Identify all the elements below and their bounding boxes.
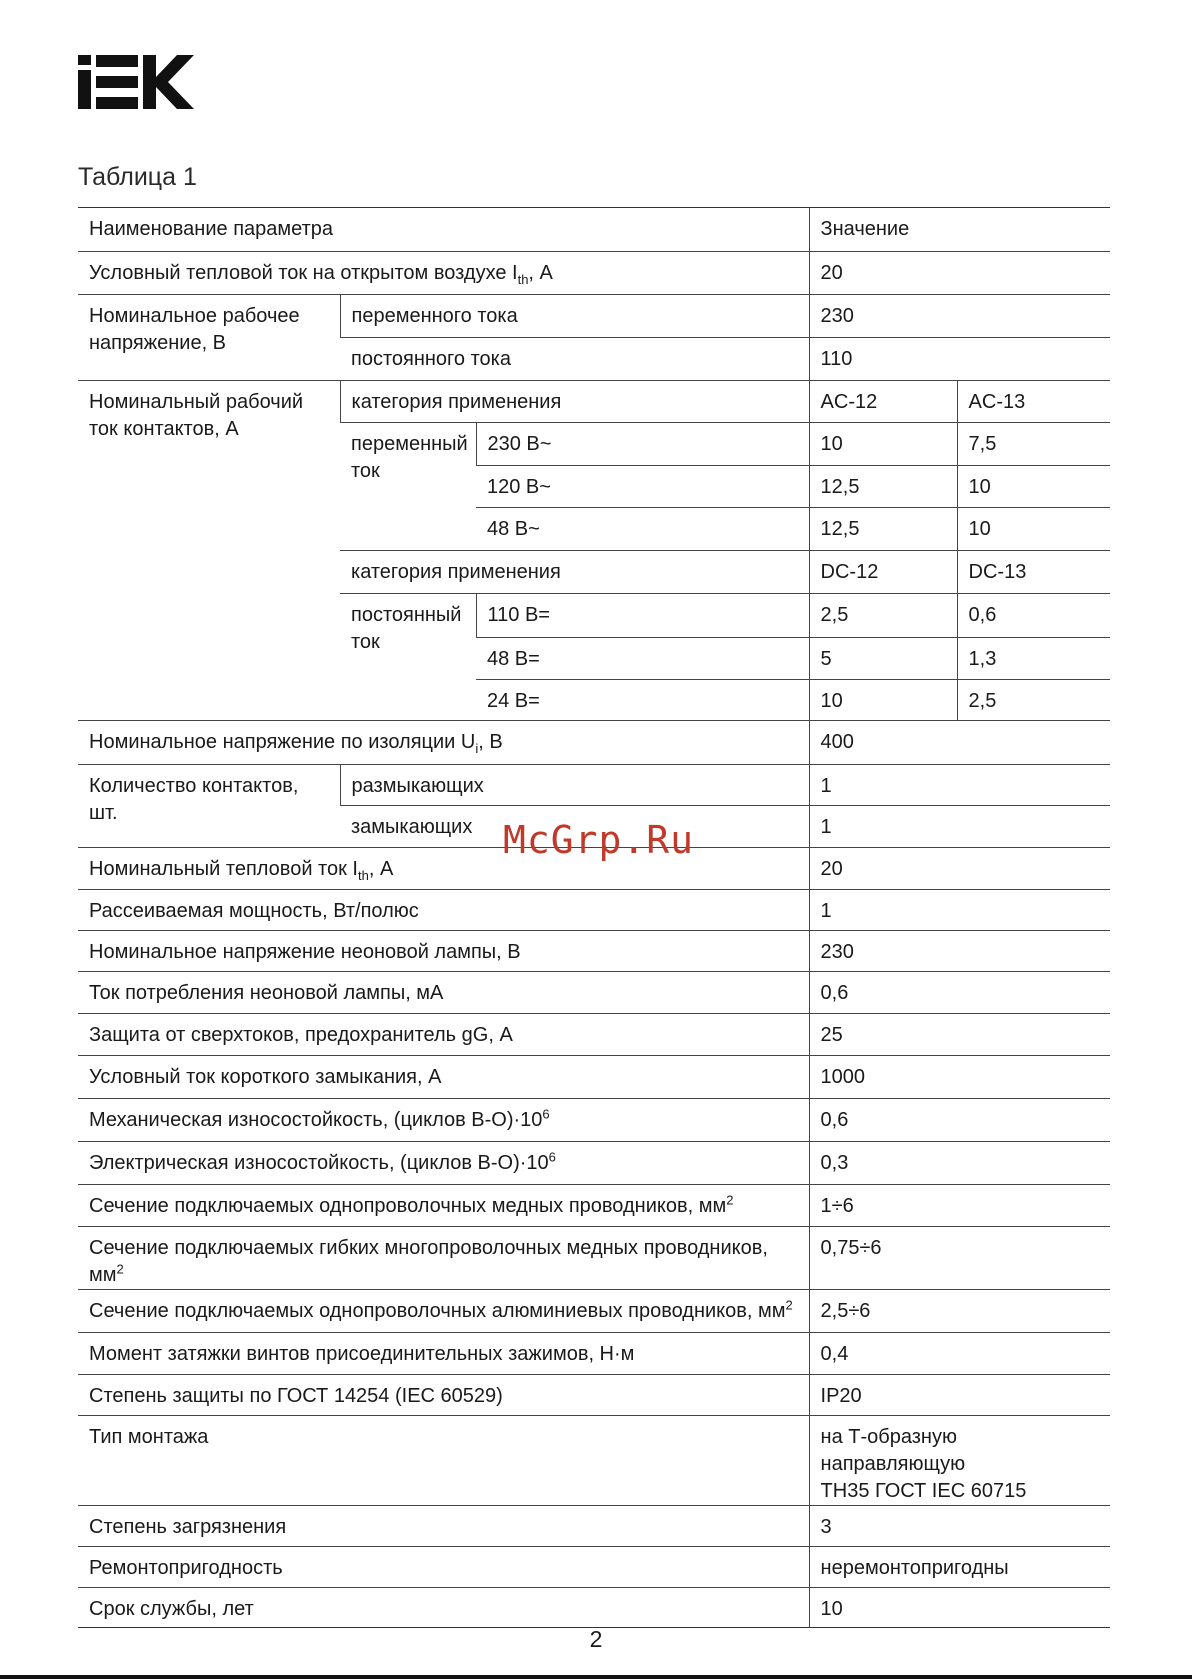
table-row xyxy=(78,381,1110,423)
current-value: 2,5 xyxy=(809,594,957,638)
sub-param-label: постоянного тока xyxy=(340,338,809,381)
param-value: 20 xyxy=(809,848,1110,890)
param-label: Электрическая износостойкость, (циклов $В-О)\cdot 10^6$ xyxy=(78,1142,809,1185)
table-row xyxy=(78,1099,1110,1142)
header-value: Значение xyxy=(809,208,1110,252)
param-value: 1 xyxy=(809,806,1110,848)
current-value: 10 xyxy=(957,508,1110,551)
param-value: 1 xyxy=(809,765,1110,806)
param-value: 3 xyxy=(809,1506,1110,1547)
voltage-label: 48 В= xyxy=(476,638,809,680)
table-row xyxy=(78,1588,1110,1628)
table-row xyxy=(78,890,1110,931)
table-row xyxy=(78,1290,1110,1333)
param-label: Количество контактов, шт. xyxy=(78,765,340,848)
param-value: 230 xyxy=(809,931,1110,972)
current-value: 12,5 xyxy=(809,466,957,508)
param-label: Механическая износостойкость, (циклов $В-О)\cdot 10^6$ xyxy=(78,1099,809,1142)
sub-param-label: переменного тока xyxy=(340,295,809,338)
current-type-label: переменный ток xyxy=(340,423,476,551)
iek-logo xyxy=(78,55,194,109)
current-value: 0,6 xyxy=(957,594,1110,638)
param-value: 0,3 xyxy=(809,1142,1110,1185)
param-label: Срок службы, лет xyxy=(78,1588,809,1628)
sub-param-label: размыкающих xyxy=(340,765,809,806)
param-label: Номинальное напряжение по изоляции $U_i$, В xyxy=(78,721,809,765)
current-value: 10 xyxy=(957,466,1110,508)
param-label: Степень загрязнения xyxy=(78,1506,809,1547)
param-label: Тип монтажа xyxy=(78,1416,809,1506)
voltage-label: 230 В~ xyxy=(476,423,809,466)
param-label: Номинальный рабочий ток контактов, А xyxy=(78,381,340,721)
table-row xyxy=(78,295,1110,338)
param-value: 1÷6 xyxy=(809,1185,1110,1227)
watermark: McGrp.Ru xyxy=(503,818,695,862)
param-value: на Т-образную направляющую ТН35 ГОСТ IEC 60715 xyxy=(809,1416,1110,1506)
param-value: 20 xyxy=(809,252,1110,295)
current-value: 7,5 xyxy=(957,423,1110,466)
table-row xyxy=(78,1014,1110,1056)
param-value: 1 xyxy=(809,890,1110,931)
category-label: категория применения xyxy=(340,381,809,423)
spec-table xyxy=(78,207,1110,1628)
current-value: 1,3 xyxy=(957,638,1110,680)
param-value: 0,6 xyxy=(809,972,1110,1014)
page-number: 2 xyxy=(589,1626,603,1652)
table-title: Таблица 1 xyxy=(78,163,197,191)
current-value: 10 xyxy=(809,423,957,466)
param-label: Сечение подключаемых гибких многопроволочных медных проводников, $мм^2$ xyxy=(78,1227,809,1290)
current-value: 12,5 xyxy=(809,508,957,551)
voltage-label: 110 В= xyxy=(476,594,809,638)
table-row xyxy=(78,1185,1110,1227)
current-value: 5 xyxy=(809,638,957,680)
param-value: 0,6 xyxy=(809,1099,1110,1142)
param-value: 10 xyxy=(809,1588,1110,1628)
param-value: 110 xyxy=(809,338,1110,381)
table-row xyxy=(78,931,1110,972)
param-value: 1000 xyxy=(809,1056,1110,1099)
table-row xyxy=(78,1227,1110,1290)
param-label: Защита от сверхтоков, предохранитель gG, А xyxy=(78,1014,809,1056)
param-label: Рассеиваемая мощность, Вт/полюс xyxy=(78,890,809,931)
param-label: Момент затяжки винтов присоединительных зажимов, Н·м xyxy=(78,1333,809,1375)
table-row xyxy=(78,1506,1110,1547)
table-row xyxy=(78,1333,1110,1375)
param-label: Условный тепловой ток на открытом воздухе $I_{th}$, А xyxy=(78,252,809,295)
table-row xyxy=(78,765,1110,806)
param-value: неремонтопригодны xyxy=(809,1547,1110,1588)
category-value: DC-13 xyxy=(957,551,1110,594)
param-value: 400 xyxy=(809,721,1110,765)
table-row xyxy=(78,1375,1110,1416)
category-value: DC-12 xyxy=(809,551,957,594)
param-label: Номинальное рабочее напряжение, В xyxy=(78,295,340,381)
param-value: IP20 xyxy=(809,1375,1110,1416)
current-type-label: постоянный ток xyxy=(340,594,476,721)
table-row xyxy=(78,1142,1110,1185)
category-value: AC-13 xyxy=(957,381,1110,423)
table-row xyxy=(78,1547,1110,1588)
param-label: Сечение подключаемых однопроволочных алюминиевых проводников, $мм^2$ xyxy=(78,1290,809,1333)
table-row xyxy=(78,972,1110,1014)
bottom-rule xyxy=(0,1675,1192,1679)
table-row xyxy=(78,1056,1110,1099)
table-row xyxy=(78,1416,1110,1506)
category-label: категория применения xyxy=(340,551,809,594)
param-value: 2,5÷6 xyxy=(809,1290,1110,1333)
voltage-label: 48 В~ xyxy=(476,508,809,551)
header-row xyxy=(78,208,1110,252)
category-value: AC-12 xyxy=(809,381,957,423)
param-label: Условный ток короткого замыкания, А xyxy=(78,1056,809,1099)
param-label: Ток потребления неоновой лампы, мА xyxy=(78,972,809,1014)
header-parameter: Наименование параметра xyxy=(78,208,809,252)
table-row xyxy=(78,721,1110,765)
sub-param-label: замыкающих xyxy=(340,806,809,848)
voltage-label: 120 В~ xyxy=(476,466,809,508)
table-row xyxy=(78,252,1110,295)
param-label: Номинальное напряжение неоновой лампы, В xyxy=(78,931,809,972)
param-label: Ремонтопригодность xyxy=(78,1547,809,1588)
param-value: 230 xyxy=(809,295,1110,338)
param-value: 0,75÷6 xyxy=(809,1227,1110,1290)
param-value: 25 xyxy=(809,1014,1110,1056)
param-label: Сечение подключаемых однопроволочных медных проводников, $мм^2$ xyxy=(78,1185,809,1227)
param-value: 0,4 xyxy=(809,1333,1110,1375)
current-value: 10 xyxy=(809,680,957,721)
param-label: Номинальный тепловой ток $I_{th}$, А xyxy=(78,848,809,890)
current-value: 2,5 xyxy=(957,680,1110,721)
param-label: Степень защиты по ГОСТ 14254 (IEC 60529) xyxy=(78,1375,809,1416)
voltage-label: 24 В= xyxy=(476,680,809,721)
